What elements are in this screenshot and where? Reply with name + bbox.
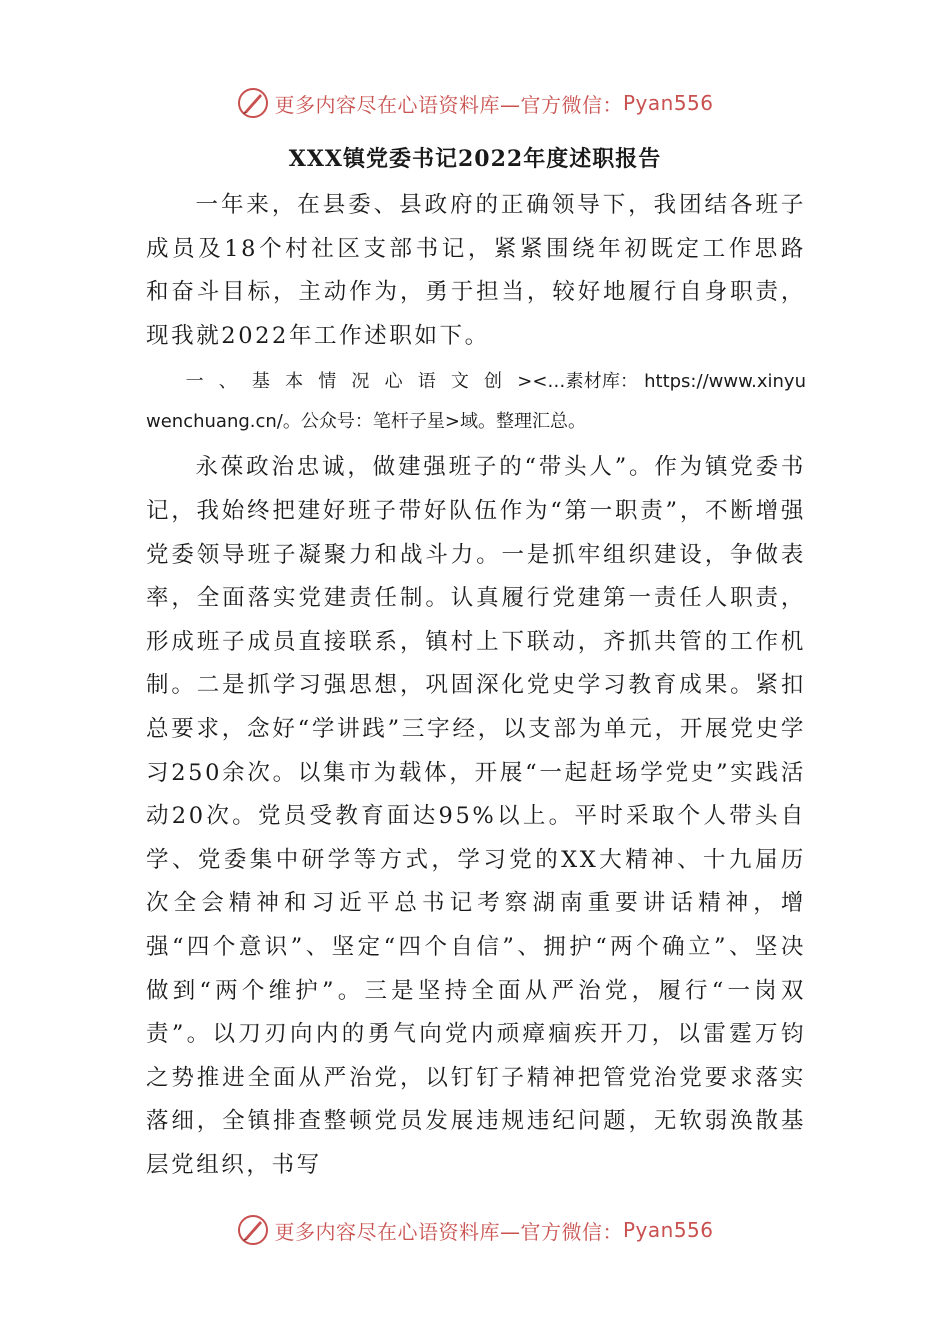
heading-mid: ><…素材库： [517, 371, 639, 393]
quill-logo-icon [236, 86, 270, 120]
heading-label: 一、基本情况心语文创 [185, 371, 518, 393]
watermark-header [0, 83, 950, 123]
body-paragraph: 永葆政治忠诚，做建强班子的“带头人”。作为镇党委书记，我始终把建好班子带好队伍作为“第一职责”，不断增强党委领导班子凝聚力和战斗力。一是抓牢组织建设，争做表率，全面落实党建责任制。认真履行党建第一责任人职责，形成班子成员直接联系，镇村上下联动，齐抓共管的工作机制。二是抓学习强思想，巩固深化党史学习教育成果。紧扣总要求，念好“学讲践”三字经，以支部为单元，开展党史学习250余次。以集市为载体，开展“一起赶场学党史”实践活动20次。党员受教育面达95%以上。平时采取个人带头自学、党委集中研学等方式，学习党的XX大精神、十九届历次全会精神和习近平总书记考察湖南重要讲话精神，增强“四个意识”、坚定“四个自信”、拥护“两个确立”、坚决做到“两个维护”。三是坚持全面从严治党，履行“一岗双责”。以刀刃向内的勇气向党内顽瘴痼疾开刀，以雷霆万钧之势推进全面从严治党，以钉钉子精神把管党治党要求落实落细，全镇排查整顿党员发展违规违纪问题，无软弱涣散基层党组织，书写 [146, 454, 806, 1178]
document-title: XXX镇党委书记2022年度述职报告 [288, 146, 662, 172]
watermark-footer [0, 1210, 950, 1250]
heading-url-part2: www.xinyuwenchuang.cn/ [146, 371, 806, 433]
watermark-account: Pyan556 [622, 1218, 714, 1242]
watermark-text: 更多内容尽在心语资料库—官方微信： [274, 92, 623, 117]
section-heading [146, 362, 806, 442]
intro-paragraph: 一年来，在县委、县政府的正确领导下，我团结各班子成员及18个村社区支部书记，紧紧围绕年初既定工作思路和奋斗目标，主动作为，勇于担当，较好地履行自身职责，现我就2022年工作述职如下。 [146, 192, 806, 349]
document-body [146, 184, 806, 1187]
watermark-text: 更多内容尽在心语资料库—官方微信： [274, 1219, 623, 1244]
heading-url-part1: https:// [644, 371, 709, 393]
heading-tail: 。公众号：笔杆子星>域。整理汇总。 [282, 411, 586, 433]
quill-logo-icon [236, 1213, 270, 1247]
watermark-account: Pyan556 [622, 91, 714, 115]
